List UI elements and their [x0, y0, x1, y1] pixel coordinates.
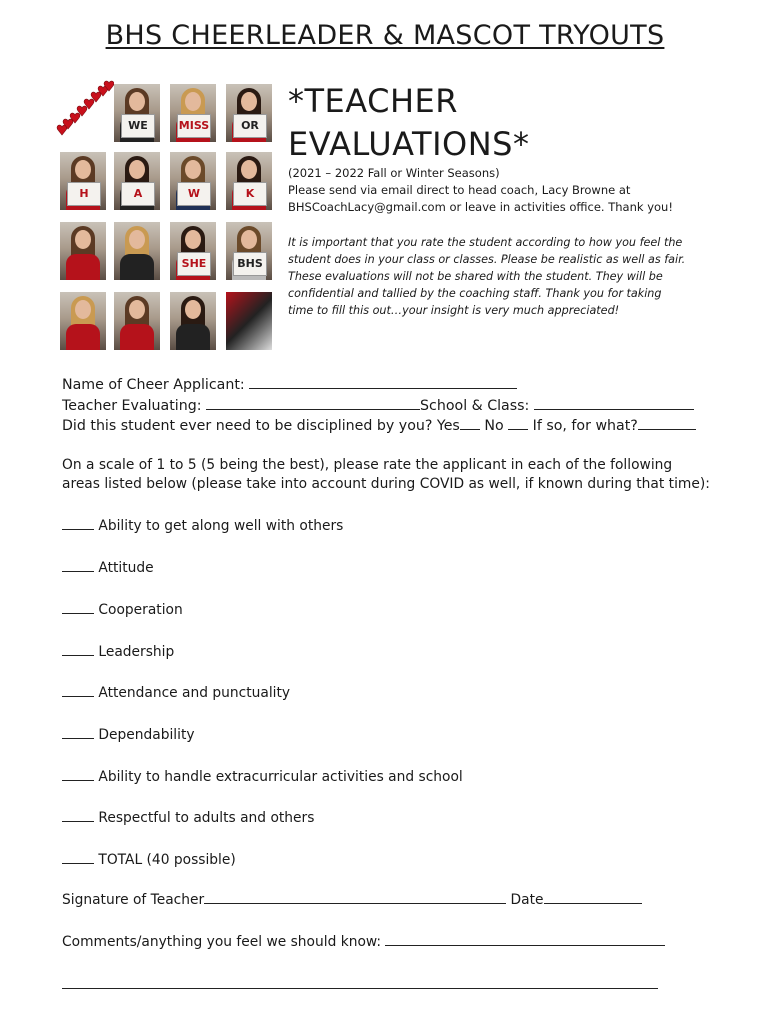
rating-scale-instructions: On a scale of 1 to 5 (5 being the best), please rate the applicant in each of the following areas listed below (please take into account during COVID as well, if known during that time): [62, 457, 710, 492]
discipline-row [62, 416, 712, 437]
date-field[interactable] [544, 890, 642, 904]
teacher-label: Teacher Evaluating: [62, 397, 202, 414]
rating-item [62, 683, 290, 702]
photo-sign: A [121, 182, 155, 206]
photo-sign: SHE [177, 252, 211, 276]
document-title: BHS CHEERLEADER & MASCOT TRYOUTS [105, 20, 665, 51]
rating-label: Attendance and punctuality [98, 685, 291, 701]
heading-line-1: *TEACHER [288, 82, 458, 120]
rating-item [62, 808, 314, 827]
rating-item [62, 600, 183, 619]
rating-item [62, 767, 463, 786]
cheerleader-photo [226, 84, 272, 142]
cheerleader-photo [60, 152, 106, 210]
season-text: (2021 – 2022 Fall or Winter Seasons) [288, 166, 500, 180]
rating-item [62, 558, 154, 577]
school-class-label: School & Class: [420, 397, 530, 414]
rating-item [62, 516, 343, 535]
if-so-field[interactable] [638, 416, 696, 430]
rating-score-field[interactable] [62, 642, 94, 656]
photo-sign: OR [233, 114, 267, 138]
rating-label: Leadership [98, 644, 175, 660]
rating-label: Ability to handle extracurricular activities and school [98, 769, 463, 785]
rating-label: Respectful to adults and others [98, 810, 315, 826]
comments-field[interactable] [385, 932, 665, 946]
cheerleader-photo [60, 222, 106, 280]
cheerleader-photo [114, 152, 160, 210]
cheerleader-photo [60, 292, 106, 350]
rating-score-field[interactable] [62, 767, 94, 781]
rating-score-field[interactable] [62, 725, 94, 739]
applicant-name-label: Name of Cheer Applicant: [62, 377, 245, 393]
discipline-question: Did this student ever need to be disciplined by you? Yes [62, 418, 460, 434]
rating-item [62, 642, 174, 661]
if-so-label: If so, for what? [532, 418, 638, 434]
confidentiality-note: It is important that you rate the student according to how you feel the student does in your class or classes. Please be realistic as well as fair. These evaluations will not be shared with the student. They will be confidential and tallied by the coaching staff. Thank you for taking time to fill this out…your insight is very much appreciated! [288, 236, 686, 317]
discipline-yes-field[interactable] [460, 416, 480, 430]
signature-field[interactable] [204, 890, 506, 904]
applicant-name-field[interactable] [249, 375, 517, 389]
cheerleader-photo [226, 222, 272, 280]
applicant-name-row [62, 375, 712, 396]
cheerleader-photo [170, 84, 216, 142]
school-class-field[interactable] [534, 396, 694, 410]
total-label: TOTAL (40 possible) [98, 852, 236, 868]
cheerleader-photo [114, 292, 160, 350]
teacher-field[interactable] [206, 396, 420, 410]
coach-email: BHSCoachLacy@gmail.com or leave in activities office. Thank you! [288, 200, 673, 214]
rating-item [62, 725, 195, 744]
cheerleader-photo-collage [52, 80, 274, 360]
heading-line-2: EVALUATIONS* [288, 125, 530, 163]
photo-sign: K [233, 182, 267, 206]
cheerleader-photo [114, 84, 160, 142]
rating-label: Cooperation [98, 602, 183, 618]
photo-sign: WE [121, 114, 155, 138]
comments-row [62, 932, 665, 950]
cheerleader-photo [114, 222, 160, 280]
photo-sign: BHS [233, 252, 267, 276]
teacher-row [62, 396, 712, 417]
cheerleader-photo [226, 152, 272, 210]
photo-sign: W [177, 182, 211, 206]
rating-score-field[interactable] [62, 683, 94, 697]
discipline-no-field[interactable] [508, 416, 528, 430]
rating-label: Dependability [98, 727, 195, 743]
discipline-no-label: No [484, 418, 504, 434]
cheer-pompoms-photo [226, 292, 272, 350]
rating-score-field[interactable] [62, 808, 94, 822]
comments-label: Comments/anything you feel we should know: [62, 934, 382, 950]
cheerleader-photo [170, 152, 216, 210]
rating-label: Attitude [98, 560, 154, 576]
send-instructions: Please send via email direct to head coach, Lacy Browne at [288, 183, 631, 197]
signature-row [62, 890, 642, 908]
signature-label: Signature of Teacher [62, 892, 205, 908]
submission-info [288, 165, 708, 216]
rating-score-field[interactable] [62, 558, 94, 572]
rating-score-field[interactable] [62, 516, 94, 530]
comments-extra-line[interactable] [62, 988, 658, 989]
date-label: Date [510, 892, 544, 908]
total-score-field[interactable] [62, 850, 94, 864]
cheerleader-photo [170, 292, 216, 350]
rating-total [62, 850, 236, 869]
cheerleader-photo [170, 222, 216, 280]
rating-score-field[interactable] [62, 600, 94, 614]
applicant-fields [62, 375, 712, 437]
rating-label: Ability to get along well with others [98, 518, 344, 534]
photo-sign: MISS [177, 114, 211, 138]
evaluation-heading [288, 80, 529, 166]
hearts-garland-icon [52, 80, 114, 146]
photo-sign: H [67, 182, 101, 206]
